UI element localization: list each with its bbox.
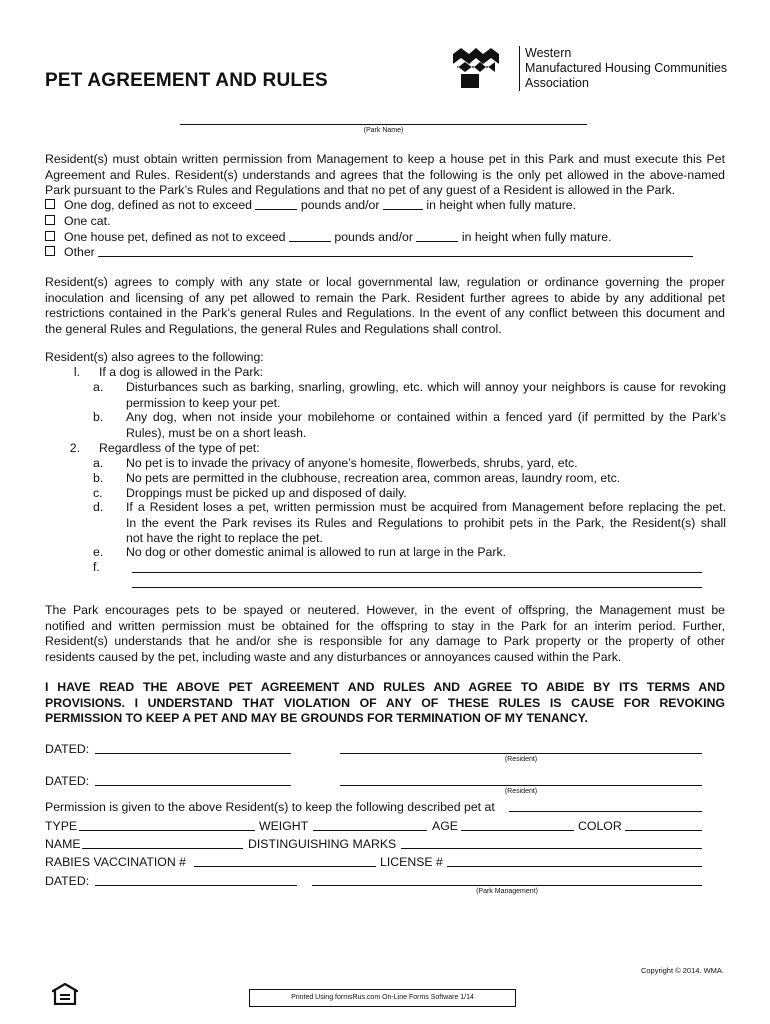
compliance-line: the general Rules and Regulations, the general Rules and Regulations shall control. [45,321,502,336]
rule-2c: c. Droppings must be picked up and disposed of daily. [93,486,407,500]
pet-location-field[interactable] [509,811,702,812]
marks-field[interactable] [401,848,702,849]
dated-label-1: DATED: [45,742,90,756]
equal-housing-icon [52,983,78,1005]
management-signature[interactable] [312,885,702,886]
age-field[interactable] [461,830,574,831]
rabies-field[interactable] [194,866,376,867]
other-pet-field[interactable] [98,245,693,257]
weight-field[interactable] [313,830,427,831]
logo-line-1: Western [525,46,572,60]
rule-2a: a. No pet is to invade the privacy of anyone’s homesite, flowerbeds, shrubs, yard, etc. [93,456,578,470]
acknowledgement [45,680,725,727]
rule-2b: b. No pets are permitted in the clubhouse, recreation area, common areas, laundry room, etc. [93,471,621,485]
house-pet-pounds-field[interactable] [289,230,331,242]
spay-line: residents caused by the pet, including waste and any disturbances or annoyances caused within the Park. [45,649,622,664]
weight-label: WEIGHT [259,819,309,833]
logo-line-2: Manufactured Housing Communities [525,61,728,75]
color-field[interactable] [625,830,702,831]
park-name-field[interactable] [180,124,587,125]
rule-2f-field-1[interactable] [132,572,702,573]
house-pet-height-field[interactable] [416,230,458,242]
dated-field-3[interactable] [95,885,297,886]
intro-line: Resident(s) must obtain written permission from Management to keep a house pet in this Park and must execute this Pet [45,152,725,166]
association-name [519,46,727,91]
dog-pounds-field[interactable] [255,198,297,210]
rule-2d: d. If a Resident loses a pet, written permission must be acquired from Management before replacing the pet. In the event the Park revises its Rules and Regulations to prohibit pets in the Park, the Resident(s) shall not have the right to replace the pet. [93,500,726,546]
resident-signature-1[interactable] [340,753,702,754]
logo-line-3: Association [525,76,589,90]
document-title: PET AGREEMENT AND RULES [45,70,328,91]
type-label: TYPE [45,819,78,833]
rule-section-1: l. If a dog is allowed in the Park: [73,365,264,379]
rule-2f-field-2[interactable] [132,587,702,588]
park-name-label: (Park Name) [363,127,404,134]
dog-checkbox[interactable] [45,199,55,209]
rule-2e: e. No dog or other domestic animal is allowed to run at large in the Park. [93,545,507,559]
spay-paragraph [45,603,725,665]
management-label: (Park Management) [476,888,538,895]
spay-line: notified and written permission must be obtained for the offspring to stay in the Park for an interim period. Further, [45,618,725,633]
copyright: Copyright © 2014. WMA. [640,966,724,975]
rule-1a: a. Disturbances such as barking, snarling, growling, etc. which will annoy your neighbors is cause for revoking permission to keep your pet. [93,380,726,410]
rule-section-2: 2. Regardless of the type of pet: [69,441,260,455]
rule-2f: f. [0,560,770,590]
dated-field-2[interactable] [95,785,291,786]
compliance-line: Resident(s) agrees to comply with any state or local governmental law, regulation or ordinance governing the proper [45,275,725,289]
option-other: Other [45,245,693,261]
house-pet-checkbox[interactable] [45,231,55,241]
ack-line: PERMISSION TO KEEP A PET AND MAY BE GROUNDS FOR TERMINATION OF MY TENANCY. [45,711,588,726]
intro-line: Agreement and Rules. Resident(s) understands and agrees that the following is the only pet allowed in the above-named [45,167,725,182]
name-label: NAME [45,837,81,851]
rule-1b: b. Any dog, when not inside your mobilehome or contained within a fenced yard (if permitted by the Park’s Rules), must be on a short leash. [93,410,726,440]
compliance-line: inoculation and licensing of any pet allowed to remain the Park. Resident further agrees to abide by any additional pet [45,290,725,305]
age-label: AGE [432,819,458,833]
rabies-label: RABIES VACCINATION # [45,855,186,869]
wmhca-logo-icon [453,48,499,90]
compliance-paragraph [45,275,725,337]
dated-field-1[interactable] [95,753,291,754]
resident-label-1: (Resident) [504,756,538,763]
intro-paragraph [45,152,725,199]
option-house-pet: One house pet, defined as not to exceed pounds and/or in height when fully mature. [45,230,612,246]
pet-name-field[interactable] [82,848,243,849]
spay-line: The Park encourages pets to be spayed or neutered. However, in the event of offspring, the Management must be [45,603,725,617]
resident-signature-2[interactable] [340,785,702,786]
permission-text: Permission is given to the above Resident(s) to keep the following described pet at [45,800,495,814]
printed-using-footer: Printed Using formsRus.com On-Line Forms Software 1/14 [249,989,516,1007]
dated-label-2: DATED: [45,774,90,788]
rules-intro: Resident(s) also agrees to the following: [45,350,264,364]
type-field[interactable] [79,830,255,831]
option-cat: One cat. [45,214,110,230]
dog-height-field[interactable] [383,198,423,210]
other-checkbox[interactable] [45,246,55,256]
option-dog: One dog, defined as not to exceed pounds and/or in height when fully mature. [45,198,576,214]
ack-line: PROVISIONS. I UNDERSTAND THAT VIOLATION OF ANY OF THESE RULES IS CAUSE FOR REVOKING [45,695,725,710]
compliance-line: restrictions contained in the Park’s general Rules and Regulations. In the event of any conflict between this document and [45,306,725,321]
license-label: LICENSE # [380,855,443,869]
intro-line: Park pursuant to the Park’s Rules and Regulations and that no pet of any guest of a Resident is allowed in the Park. [45,183,676,198]
resident-label-2: (Resident) [504,788,538,795]
cat-checkbox[interactable] [45,215,55,225]
marks-label: DISTINGUISHING MARKS [248,837,397,851]
spay-line: Resident(s) understands that he and/or she is responsible for any damage to Park property or the property of other [45,634,725,649]
ack-line: I HAVE READ THE ABOVE PET AGREEMENT AND RULES AND AGREE TO ABIDE BY ITS TERMS AND [45,680,725,694]
dated-label-3: DATED: [45,874,90,888]
color-label: COLOR [578,819,622,833]
license-field[interactable] [447,866,702,867]
